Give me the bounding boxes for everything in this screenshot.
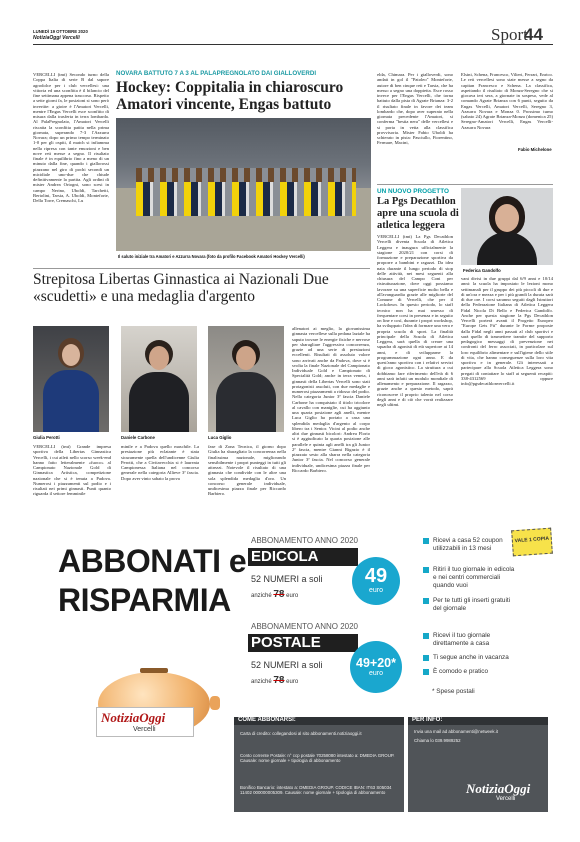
ad-logo: NotiziaOggi (101, 710, 166, 725)
edicola-bullet-2: Ritiri il tuo giornale in edicola e nei centri commerciali quando vuoi (433, 566, 515, 589)
edicola-issues: 52 NUMERI a soli (251, 574, 323, 584)
edicola-price-unit: euro (368, 587, 383, 594)
hockey-photo (116, 118, 371, 251)
postale-name-text: POSTALE (251, 634, 321, 651)
newspaper-logo-box (96, 707, 194, 737)
libertas-photo-caption-perotti: Giulia Perotti (33, 435, 60, 440)
info-item-2: Chiama lo 039.9989252 (414, 738, 461, 743)
postale-bullet-3: È comodo e pratico (433, 668, 489, 675)
ad-logo-sub: Vercelli (133, 726, 156, 733)
postale-price-unit: euro (368, 670, 383, 677)
coupon-badge-text: VALE 1 COPIA (514, 535, 550, 545)
info-logo: NotiziaOggi (466, 781, 531, 796)
postale-old-price: 78 (273, 675, 285, 686)
postale-price: 49+20* (356, 656, 396, 670)
page-number: 44 (524, 25, 543, 44)
pgs-article-col2: vani divisi in due gruppi dal 6/9 anni e 10/14 anni: la scuola ha impostato le lezioni mono settimanali per il gruppo dei più piccoli di due e di un'ora e mezza e per i più grandi la durata sarà di due ore. I corsi saranno seguiti dagli Istruttori della Federazione Italiana di Atletica Leggera Fidal Nicola Di Bello e Federica Gandolfo. Anche per questa stagione la Pgs Decathlon Vercelli porterà avanti il Progetto Europeo "Europe Gets Fit" durante le Forme proposte dalla Fidal negli anni passati al club sportivi e sarà quello di trasmettere tramite del supporto pedagogico messaggi di prevenzione nei confronti del ferro associati, in particolare sul loro equilibrio alimentare e sull'igiene dello stile di vita, che hanno conseguenze sulla loro vita sportiva e in generale. Gli interessati a partecipare alla Scuola Atletica Leggera sono pregati di contattare lo staff ai seguenti recapiti: 338-4312569 oppure info@pgsdecathlonvercelli.it (461, 276, 553, 386)
bullet-square (423, 598, 429, 604)
howto-item-1: Carta di credito: collegandosi al sito abbonamenti.notiziaoggi.it (240, 731, 362, 736)
pgs-headline: La Pgs Decathlon apre una scuola di atletica leggera (377, 196, 459, 231)
edicola-old-unit: euro (286, 593, 299, 599)
postale-issues: 52 NUMERI a soli (251, 660, 323, 670)
libertas-rule (33, 268, 370, 269)
postale-price-badge (350, 641, 402, 693)
bullet-square (423, 669, 429, 675)
info-title: PER INFO: (412, 717, 443, 723)
postale-year-label: ABBONAMENTO ANNO 2020 (251, 622, 358, 631)
coupon-illustration (511, 528, 553, 557)
howto-item-3: Bonifico Bancario: intestato a: DMEDIA GROUP. CODICE IBAN: IT63 S05034 11402 000000005309. Causale: nome giornale + tipologia di abbonamento (240, 785, 392, 796)
bullet-square (423, 538, 429, 544)
ad-title-line2: RISPARMIA (58, 582, 231, 618)
hockey-article-col1: VERCELLI (tmt) Secondo turno della Coppa Italia di serie B dal sapore agrodolce per i club vercellesi: una vittoria ed una sconfitta è il bilancio del fine settimana appena trascorso. Rispetto a sette giorni fa, le posizioni si sono però invertite: a gioire è l'Amatori Vercelli, mentre l'Engas Vercelli esce sconfitto di misura dalla trasferta in terra lombarda. Al PalaPregnolato, l'Amatori Vercelli riscatta la sconfitta patita nella prima giornata, superando 7-3 l'Azzurra Novara; dopo un primo tempo terminato 1-0 per gli ospiti, il match si infiamma nella ripresa con tante emozioni e ben nove reti messe a segno. Il risultato finale è in equilibrio fino a meno di un minuto dalla fine, quando i giallorossi piazzano nel giro di pochi secondi un micidiale uno-due che chiude definitivamente la partita. Agli ordini di mister Andrea Ortogni, sono scesi in campo Nerino, Uboldi, Tarchetti, Bertolini, Tarsia, A. Uboldi, Monteforte, Della Torre, Cremaschi, Lu (33, 72, 109, 203)
hockey-author: Fabio Michelone (518, 147, 552, 152)
libertas-article-col1: VERCELLI (tmt) Grande impresa sportiva della Libertas Ginnastica Vercelli, i cui atleti nello scorso week-end hanno fatto letteralmente «fuoco» al Campionato Nazionale Gold di Ginnastica Artistica, competizione nazionale che si è tenuta a Padova. Numerosi i piazzamenti sul podio e i risultati nei primi ginnasti. Punti quanto riguarda il settore femminile (33, 444, 111, 497)
edicola-name (248, 548, 358, 566)
pgs-photo (461, 188, 553, 265)
header-rule (33, 44, 553, 45)
edicola-instead: anziché (251, 593, 272, 599)
libertas-headline: Strepitosa Libertas Ginnastica ai Nazionali Due «scudetti» e una medaglia d'argento (33, 271, 329, 305)
howto-box (234, 717, 404, 812)
libertas-photo-perotti (33, 326, 109, 432)
edicola-bullet-1: Ricevi a casa 52 coupon utilizzabili in 13 mesi (433, 537, 503, 552)
postale-old-price-row (251, 675, 298, 686)
pgs-rule (377, 184, 553, 185)
edicola-price-badge (352, 557, 400, 605)
pgs-kicker: UN NUOVO PROGETTO (377, 188, 449, 195)
edicola-price: 49 (364, 565, 388, 587)
postale-instead: anziché (251, 679, 272, 685)
libertas-photo-caption-giglio: Luca Giglio (208, 435, 232, 440)
howto-item-2: Conto corrente Postale: n° ccp postale 70258080 intestato a: DMEDIA GROUP. Causale: nome giornale + tipologia di abbonamento (240, 753, 395, 764)
pgs-article-col1: VERCELLI (tmt) La Pgs Decathlon Vercelli diventa Scuola di Atletica Leggera e inaugura ufficialmente la stagione 2020/21 con corsi di formazione e preparazione sportiva da proporre a bambini e ragazzi. Da idea nata durante il lungo periodo di stop delle attività, nei mesi seguenti alla chiusura del Campo Coni per ristrutturazione, dove oggi possiamo lavorare su una superficie molto bella e all'avanguardia grazie alle migliorie del Comune di Vercelli, che per il Lockdown. In questo periodo, lo staff tecnico non ha mai smesso di frequentare corsi in presenza e in seguito on line e così, durante i propri workshop, ha sviluppato l'idea di formare una vera e propria scuola di sport. La finalità principale della Scuola di Atletica Leggera, sarà quella di creare una squadra di agonisti di età superiore ai 14 anni, e di svilupparne la programmazione ogni anno. E da quest'anno sportiva con i relativi servizi di gioco agonistico. La struttura a cui dobbiamo fare riferimento dell'età di 6 anni sarà infatti un modulo mondiale di allenamento e preparazione. Il ragazzo, grazie anche a questo metodo, saprà riconoscere il proprio talento nel corso degli anni e di ciò che vorrà realizzare negli ultimi. (377, 234, 453, 407)
libertas-photo-carbone (121, 326, 197, 432)
postale-bullet-1: Ricevi il tuo giornale direttamente a casa (433, 632, 491, 647)
hockey-headline: Hockey: Coppitalia in chiaroscuro Amatori vincente, Engas battuto (116, 79, 344, 113)
bullet-square (423, 567, 429, 573)
hockey-photo-caption: Il saluto iniziale tra Amatori e Azzurra Novara (foto da profilo Facebook Amatori Hockey Vercelli) (118, 254, 305, 259)
hockey-article-col3: Elsini, Schena, Francesco, Vilieri, Ferrari, Enrico. Le reti vercellesi sono state messe a segno da capitan Francesco e Schena. La classifica, aspettando il risultato di Monza-Seregno che si giocava ieri sera, a giornate in sospeso, vede al comando Agrate Brianza con 6 punti, seguito da Engas Vercelli, Amatori Vercelli, Seregno 3, Azzurra Novara e Monza 0. Prossimo turno (sabato 24) Agrate Brianza-Monza (domenica 25) Seregno-Amatori Vercelli, Engas Vercelli-Azzurra Novara (461, 72, 553, 130)
postale-footnote: * Spese postali (432, 688, 475, 695)
edicola-name-text: EDICOLA (251, 548, 319, 565)
postale-name (248, 634, 358, 652)
info-item-1: Invia una mail ad abbonamenti@netweek.it (414, 729, 499, 734)
info-box (408, 717, 548, 812)
bullet-square (423, 655, 429, 661)
postale-old-unit: euro (286, 679, 299, 685)
edicola-year-label: ABBONAMENTO ANNO 2020 (251, 536, 358, 545)
libertas-article-col3: fase di Zona Tecnica, il giorno dopo Giulia ha sbaragliato la concorrenza nella finalissima nazionale, migliorando sensibilmente i propri punteggi in tutti gli attrezzi. Notevole il risultato di una ginnasta che condivide con le altre una sola splendida medaglia d'oro. Un concorso generale individuale, undicesima piazza finale per Riccardo Barbiero. (208, 444, 286, 497)
header-date: LUNEDÌ 19 OTTOBRE 2020 (33, 29, 88, 34)
ad-title-line1: ABBONATI e (58, 543, 247, 579)
howto-title: COME ABBONARSI: (238, 717, 296, 723)
subscription-ad (48, 519, 553, 822)
libertas-photo-caption-carbone: Daniele Carbone (121, 435, 155, 440)
bullet-square (423, 633, 429, 639)
hockey-kicker: NOVARA BATTUTO 7 A 3 AL PALAPREGNOLATO DAI GIALLOVERDI (116, 70, 317, 77)
info-logo-sub: Vercelli (496, 796, 516, 802)
hockey-article-col2: elda, Chimara. Per i gialloverdi, sono andati in gol il "Patoleo" Monteforte, autore di ben cinque reti e Tarsia, che ha messo a segno una doppietta. Esce rosso invece per l'Engas Vercelli, che torna battuto dalla pista di Agrate Brianza: 3-2 il risultato finale in favore dei team lombardo che, dopo aver superato nella giornata precedente l'Amatori, si conferma "bestia nera" delle vercellesi e si porta in vetta alla classifica provvisoria. Mister Fabio Uboldi ha schierato in pista: Pasciullo, Fiorentino, Fermare, Macini, (377, 72, 453, 146)
edicola-bullet-3: Per te tutti gli inserti gratuiti del giornale (433, 597, 511, 612)
header-paper: NotiziaOggi Vercelli (33, 35, 80, 41)
libertas-article-col2: minile e a Padova quello maschile. La prestazione più eclatante è stata sicuramente quella dell'undicenne Giulia Perotti, che a Civitavecchia si è laureata Campionessa Italiana nel concorso generale nella categoria Allieve 3ª fascia. Dopo aver vinto sabato la prova (121, 444, 199, 481)
libertas-article-col4: allenatori ai meglio, la giovanissima ginnasta vercellese sulla pedana laziale ha saputo trovare le energie fisiche e nervose per sbaragliare l'aggressiva concorrenza, grazie ad una serie di prestazioni eccellenti. Risultati di assoluto valore sono arrivati anche da Padova, dove si è svolta la finale Nazionale del Campionato Individuale Gold e Campionato di Specialità Gold; anche in terra veneta, i ginnasti della Libertas Vercelli sono stati protagonisti assoluti, con due medaglie e numerosi piazzamenti a ridosso del podio. Nella categoria Junior 3ª fascia Daniele Carbone ha conquistato il titolo tricolore al cavallo con maniglie, cui ha aggiunto una quarta posizione agli anelli, mentre Luca Giglio ha portato a casa una splendida medaglia d'argento al corpo libero tra i Senior. Vicini al podio anche altri due ginnasti bicolori: Andrea Florio si è aggiudicato la quarta posizione alle parallele e quinta agli anelli tra gli Junior 2ª fascia, mentre Gianni Rigazio è il piazzato sesto alla sbarra nella categoria Junior 3ª fascia. Nel concorso generale individuale, undicesima piazza finale per Riccardo Barbiero. (292, 326, 370, 473)
edicola-old-price-row (251, 589, 298, 600)
section-title: Sport (491, 25, 528, 44)
pgs-photo-caption: Federica Gandolfo (463, 268, 501, 273)
postale-bullet-2: Ti segue anche in vacanza (433, 654, 509, 661)
edicola-old-price: 78 (273, 589, 285, 600)
libertas-photo-giglio (208, 326, 284, 432)
